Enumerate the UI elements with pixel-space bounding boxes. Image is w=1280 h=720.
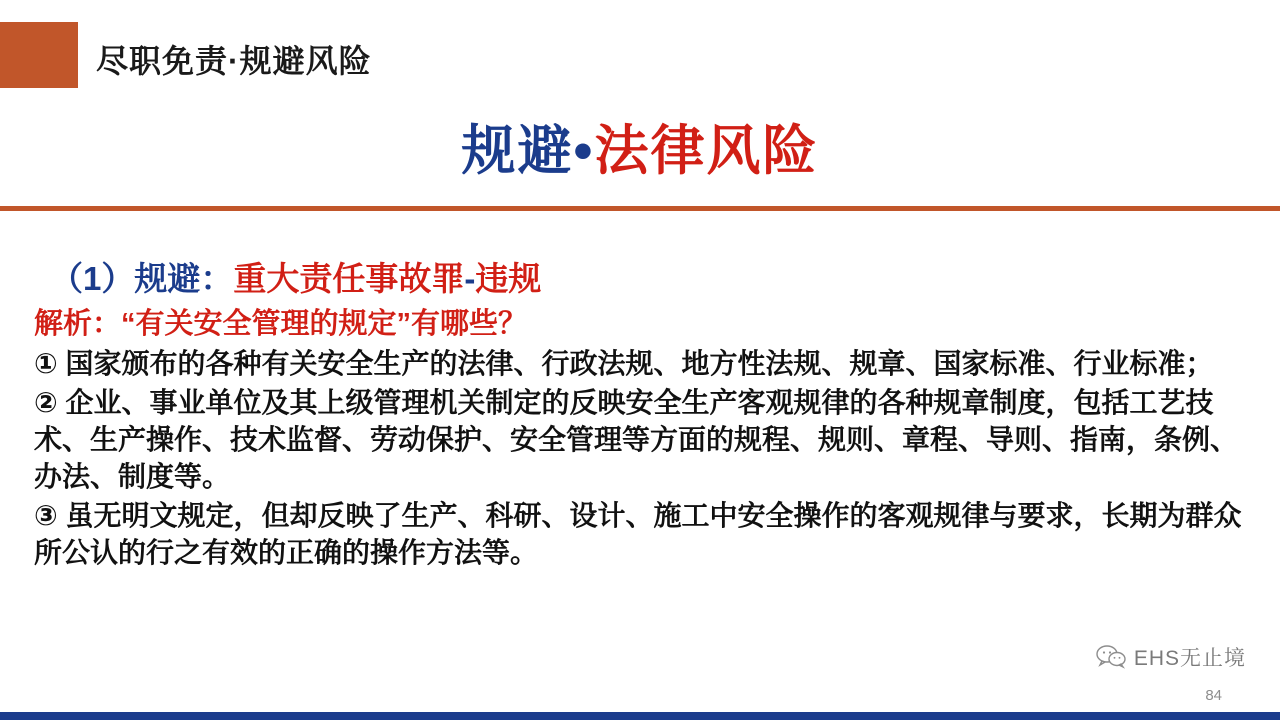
content-item-3: ③ 虽无明文规定，但却反映了生产、科研、设计、施工中安全操作的客观规律与要求，长期为群众所公认的行之有效的正确的操作方法等。 [34, 499, 1242, 568]
watermark-text: EHS无止境 [1133, 647, 1246, 670]
question-dash: - [464, 260, 476, 297]
page-number: 84 [1205, 687, 1222, 704]
analysis-line: 解析：“有关安全管理的规定”有哪些？ [34, 308, 528, 341]
watermark [1096, 642, 1246, 672]
page-title-part-red: 法律风险 [594, 121, 819, 181]
header-accent-block [0, 22, 78, 88]
page-title [0, 108, 1280, 185]
page-title-part-blue: 规避• [461, 121, 595, 181]
header-title: 尽职免责·规避风险 [96, 43, 372, 79]
question-prefix: （1）规避： [50, 260, 234, 297]
question-line [50, 258, 1262, 300]
question-suffix: 违规 [475, 260, 542, 297]
content-item-1: ① 国家颁布的各种有关安全生产的法律、行政法规、地方性法规、规章、国家标准、行业标准； [34, 347, 1214, 379]
content-area [34, 258, 1262, 572]
content-item-2: ② 企业、事业单位及其上级管理机关制定的反映安全生产客观规律的各种规章制度，包括工艺技术、生产操作、技术监督、劳动保护、安全管理等方面的规程、规则、章程、导则、指南，条例、办法、制度等。 [34, 386, 1239, 492]
title-divider [0, 206, 1280, 211]
bottom-bar [0, 712, 1280, 720]
wechat-icon [1096, 645, 1126, 669]
question-highlight: 重大责任事故罪 [233, 260, 465, 297]
